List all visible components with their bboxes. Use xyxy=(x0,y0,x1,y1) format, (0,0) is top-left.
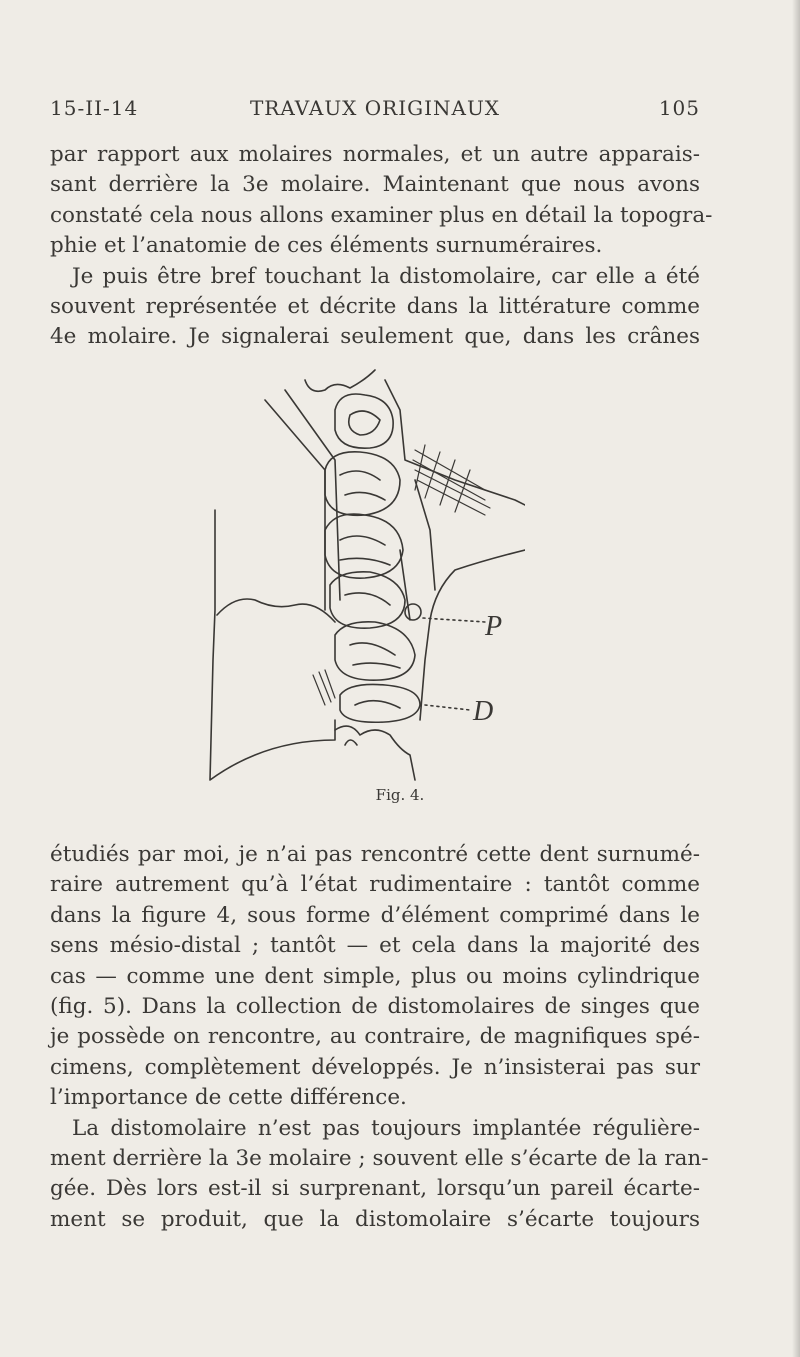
text-block-top xyxy=(50,140,713,353)
tooth-cusp xyxy=(355,701,400,708)
text-line: ment se produit, que la distomolaire s’écarte toujours xyxy=(50,1206,700,1232)
text-line: phie et l’anatomie de ces éléments surnuméraires. xyxy=(50,233,603,259)
text-line: dans la figure 4, sous forme d’élément comprimé dans le xyxy=(50,902,700,928)
leader-line-p xyxy=(423,618,485,622)
paragraph xyxy=(50,840,700,1114)
tooth-outline xyxy=(330,572,405,628)
alveolar-line xyxy=(265,400,325,610)
text-line: raire autrement qu’à l’état rudimentaire : tantôt comme xyxy=(50,872,700,898)
bone-outline xyxy=(345,740,357,745)
text-line: ment derrière la 3e molaire ; souvent elle s’écarte de la ran- xyxy=(50,1145,709,1171)
page-number: 105 xyxy=(658,96,700,120)
paramolar-tooth xyxy=(405,604,421,620)
text-block-bottom xyxy=(50,840,709,1235)
tooth-cusp xyxy=(349,411,380,435)
page-edge-shadow xyxy=(792,0,800,1357)
crown-fragment xyxy=(305,370,375,391)
paragraph xyxy=(50,140,713,262)
bone-outline xyxy=(335,726,415,780)
paragraph xyxy=(50,1114,709,1236)
text-line: cimens, complètement développés. Je n’insisterai pas sur xyxy=(50,1054,700,1080)
figure-caption: Fig. 4. xyxy=(375,786,425,804)
text-line: sant derrière la 3e molaire. Maintenant que nous avons xyxy=(50,172,700,198)
leader-line-d xyxy=(425,705,470,710)
running-head-title: TRAVAUX ORIGINAUX xyxy=(249,96,501,120)
label-d: D xyxy=(473,696,494,727)
tooth-cusp xyxy=(345,593,390,605)
paragraph xyxy=(50,262,700,353)
tooth-cusp xyxy=(350,643,400,668)
text-line: constaté cela nous allons examiner plus en détail la topogra- xyxy=(50,202,713,228)
running-head xyxy=(50,96,700,126)
text-line: l’importance de cette différence. xyxy=(50,1085,407,1111)
text-line: sens mésio-distal ; tantôt — et cela dans la majorité des xyxy=(50,933,700,959)
text-line: je possède on rencontre, au contraire, de magnifiques spé- xyxy=(50,1024,700,1050)
palate-contour xyxy=(217,599,335,622)
text-line: 4e molaire. Je signalerai seulement que, dans les crânes xyxy=(50,324,700,350)
text-line: La distomolaire n’est pas toujours implantée régulière- xyxy=(72,1115,700,1141)
text-line: Je puis être bref touchant la distomolaire, car elle a été xyxy=(72,263,700,289)
text-line: (fig. 5). Dans la collection de distomolaires de singes que xyxy=(50,993,700,1019)
text-line: souvent représentée et décrite dans la littérature comme xyxy=(50,293,700,319)
text-line: gée. Dès lors est-il si surprenant, lorsqu’un pareil écarte- xyxy=(50,1176,700,1202)
hatch-area xyxy=(413,445,490,515)
tooth-cusp xyxy=(340,536,390,565)
text-line: étudiés par moi, je n’ai pas rencontré cette dent surnumé- xyxy=(50,842,700,867)
tooth-outline xyxy=(335,394,393,448)
tooth-cusp xyxy=(340,471,385,500)
text-line: par rapport aux molaires normales, et un autre apparais- xyxy=(50,142,700,167)
maxilla-outline xyxy=(210,510,335,780)
running-head-date: 15-II-14 xyxy=(50,96,139,120)
distomolar-tooth xyxy=(340,684,420,722)
bone-outline xyxy=(385,380,525,720)
jaw-illustration xyxy=(185,360,525,800)
label-p: P xyxy=(485,611,503,642)
tooth-outline xyxy=(335,622,415,680)
hatch-area xyxy=(313,670,335,705)
text-line: cas — comme une dent simple, plus ou moins cylindrique xyxy=(50,963,700,989)
